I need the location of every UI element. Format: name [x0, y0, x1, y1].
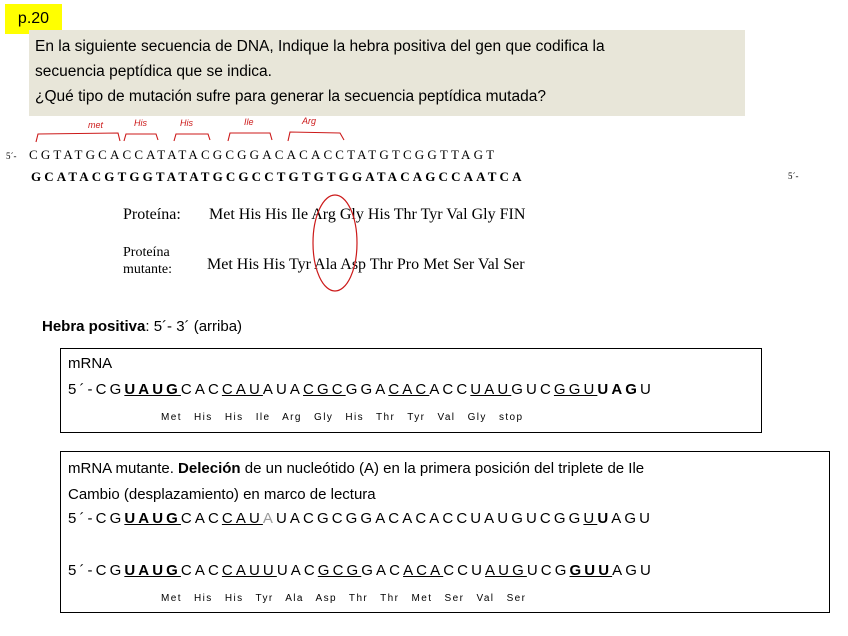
bracket-met	[36, 133, 120, 142]
bottom-strand-5prime: 5´-	[788, 171, 799, 181]
seq-seg: GAC	[361, 562, 404, 579]
delecion-word: Deleción	[178, 460, 241, 477]
mrna-sequence	[68, 381, 654, 398]
mrna-codon-tyr: UAU	[470, 381, 512, 398]
mrna-codon-stop: UAG	[597, 381, 641, 398]
deleted-nucleotide: A	[262, 510, 276, 527]
question-line-3: ¿Qué tipo de mutación sufre para generar la secuencia peptídica mutada?	[35, 88, 546, 105]
mutant-protein-label	[123, 244, 172, 278]
seq-seg: UAC	[276, 562, 318, 579]
mrna-codon-gly: GGU	[553, 381, 598, 398]
mrna-codon-his: CAU	[221, 381, 263, 398]
mutant-label-line-2: mutante:	[123, 262, 172, 277]
mutante-heading	[68, 460, 644, 477]
note-arg: Arg	[302, 116, 317, 126]
note-his-1: His	[134, 118, 147, 128]
question-box	[29, 30, 745, 116]
seq-seg: 5´-CG	[68, 510, 125, 527]
seq-codon-met-2: AUG	[485, 562, 527, 579]
protein-sequence: Met His His Ile Arg Gly His Thr Tyr Val Gly FIN	[209, 206, 526, 223]
bracket-arg	[288, 132, 344, 141]
seq-seg: CCU	[443, 562, 486, 579]
seq-seg: AGU	[612, 562, 654, 579]
mutante-amino-acids: Met His His Tyr Ala Asp Thr Thr Met Ser Val Ser	[161, 593, 527, 604]
mrna-seg: CAC	[180, 381, 222, 398]
seq-codon-thr: ACA	[403, 562, 444, 579]
seq-codon-met: UAUG	[124, 562, 181, 579]
bracket-his-2	[174, 134, 210, 141]
mrna-seg: 5´-CG	[68, 381, 125, 398]
dna-bottom-strand: GCATACGTGGTATATGCGCCTGTGTGGATACAGCCAATCA	[31, 169, 525, 184]
mutation-highlight-ellipse	[300, 190, 370, 296]
mutant-protein-sequence: Met His His Tyr Ala Asp Thr Pro Met Ser Val Ser	[207, 256, 525, 273]
seq-seg-bold-u: U	[597, 510, 612, 527]
mutante-sequence-shifted	[68, 562, 654, 579]
seq-seg: AGU	[611, 510, 654, 527]
mutante-description: de un nucleótido (A) en la primera posición del triplete de Ile	[240, 460, 645, 477]
hebra-positiva-text: : 5´- 3´ (arriba)	[145, 318, 243, 335]
seq-codon-val: GUU	[569, 562, 613, 579]
seq-codon-his: CAU	[221, 510, 263, 527]
mrna-seg: GUC	[511, 381, 554, 398]
frameshift-line: Cambio (desplazamiento) en marco de lectura	[68, 486, 376, 503]
mrna-box	[60, 348, 762, 433]
note-met: met	[88, 120, 104, 130]
mrna-codon-his-2: CAC	[388, 381, 430, 398]
seq-seg: UCG	[526, 562, 570, 579]
hebra-positiva-line	[42, 318, 242, 335]
mutante-title: mRNA mutante.	[68, 460, 179, 477]
handwritten-annotations	[0, 112, 848, 146]
seq-seg-u: U	[583, 510, 598, 527]
note-ile: Ile	[244, 117, 254, 127]
seq-seg: 5´-CG	[68, 562, 125, 579]
mrna-seg: ACC	[429, 381, 471, 398]
protein-label: Proteína:	[123, 206, 181, 223]
mrna-amino-acids: Met His His Ile Arg Gly His Thr Tyr Val Gly stop	[161, 412, 524, 423]
mrna-seg: AUA	[262, 381, 304, 398]
seq-seg: CAC	[180, 510, 222, 527]
seq-seg: CAC	[180, 562, 222, 579]
mutante-sequence-original	[68, 510, 653, 527]
seq-codon-his: CAUU	[221, 562, 277, 579]
seq-codon-met: UAUG	[124, 510, 181, 527]
page-number-label: p.20	[5, 4, 62, 34]
dna-top-strand: CGTATGCACCATATACGCGGACACACCTATGTCGGTTAGT	[29, 147, 498, 162]
seq-codon-ala: GCG	[317, 562, 362, 579]
mrna-codon-met: UAUG	[124, 381, 181, 398]
mrna-mutante-box	[60, 451, 830, 613]
mrna-title: mRNA	[68, 355, 113, 372]
bracket-ile	[228, 133, 272, 141]
seq-seg: UACGCGGACACACCUAUGUCGG	[276, 510, 584, 527]
top-strand-5prime: 5´-	[6, 151, 17, 161]
mrna-seg: GGA	[345, 381, 389, 398]
mrna-seg: U	[640, 381, 654, 398]
question-line-2: secuencia peptídica que se indica.	[35, 63, 272, 80]
question-line-1: En la siguiente secuencia de DNA, Indique la hebra positiva del gen que codifica la	[35, 38, 605, 55]
hebra-positiva-bold: Hebra positiva	[42, 318, 146, 335]
mutant-label-line-1: Proteína	[123, 245, 170, 260]
bracket-his-1	[124, 134, 158, 141]
mrna-codon-arg: CGC	[303, 381, 346, 398]
note-his-2: His	[180, 118, 193, 128]
